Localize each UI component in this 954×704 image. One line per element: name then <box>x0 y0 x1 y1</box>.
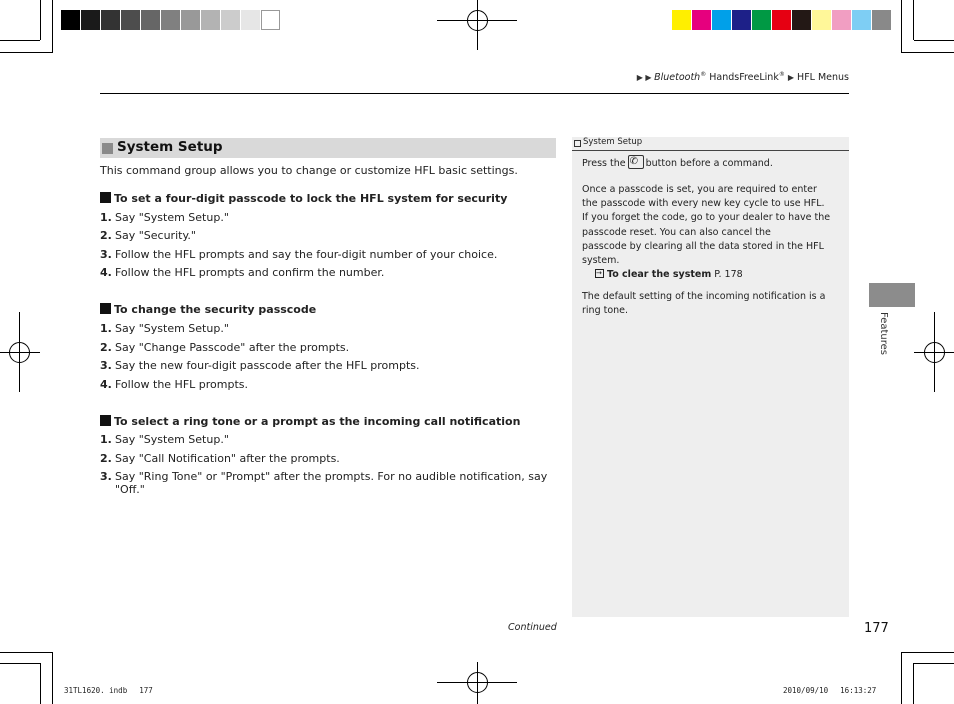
procedure-heading: To change the security passcode <box>100 303 316 316</box>
color-swatch <box>872 10 891 30</box>
sidebar-header <box>572 137 849 151</box>
color-swatch <box>101 10 120 30</box>
procedure-step: 3. Say "Ring Tone" or "Prompt" after the prompts. For no audible notification, say "Off." <box>100 470 548 496</box>
section-title: System Setup <box>117 139 223 155</box>
crop-mark <box>902 652 954 653</box>
sidebar-default-note: The default setting of the incoming notification is a ring tone. <box>582 291 826 317</box>
cross-reference-icon <box>595 269 604 278</box>
color-swatch <box>852 10 871 30</box>
color-swatch <box>692 10 711 30</box>
breadcrumb-hfl-menus: HFL Menus <box>797 72 849 84</box>
color-swatch <box>832 10 851 30</box>
crop-mark <box>914 40 954 41</box>
bullet-square-icon <box>100 303 111 314</box>
color-swatch <box>732 10 751 30</box>
print-footer-date: 2010/09/10 16:13:27 <box>783 686 877 695</box>
breadcrumb-arrow-icon: ▶ <box>787 73 795 83</box>
crop-mark <box>52 0 53 53</box>
breadcrumb-handsfreelink: HandsFreeLink <box>709 72 779 84</box>
procedure-step: 3. Say the new four-digit passcode after the HFL prompts. <box>100 359 420 372</box>
page-number: 177 <box>864 621 889 636</box>
procedure-step: 2. Say "Call Notification" after the prompts. <box>100 452 340 465</box>
crop-mark <box>40 663 41 704</box>
crop-mark <box>902 52 954 53</box>
crop-mark <box>0 52 52 53</box>
crop-mark <box>913 663 914 704</box>
crop-mark <box>913 0 914 40</box>
procedure-step: 3. Follow the HFL prompts and say the four-digit number of your choice. <box>100 248 498 261</box>
color-swatch <box>201 10 220 30</box>
color-swatch <box>772 10 791 30</box>
color-swatch <box>161 10 180 30</box>
procedure-step: 1. Say "System Setup." <box>100 211 229 224</box>
sidebar-passcode-note: Once a passcode is set, you are required to enter the passcode with every new key cycle to use HFL. If you forget the code, go to your dealer to have the passcode reset. You can also cancel the passcode by clearing all the data stored in the HFL system. <box>582 184 831 267</box>
chapter-tab-label: Features <box>878 312 889 355</box>
color-swatch <box>672 10 691 30</box>
sidebar-press-text: Press the✆ button before a command. <box>582 155 844 171</box>
chapter-tab <box>869 283 915 307</box>
procedure-heading: To set a four-digit passcode to lock the HFL system for security <box>100 192 507 205</box>
print-footer-file: 31TL1620. indb 177 <box>64 686 153 695</box>
color-swatch <box>81 10 100 30</box>
crop-mark <box>901 0 902 53</box>
bullet-square-icon <box>100 415 111 426</box>
procedure-heading: To select a ring tone or a prompt as the incoming call notification <box>100 415 520 428</box>
crop-mark <box>901 652 902 704</box>
procedure-step: 1. Say "System Setup." <box>100 322 229 335</box>
procedure-step: 4. Follow the HFL prompts. <box>100 378 249 391</box>
crop-mark <box>0 40 40 41</box>
header-rule <box>100 93 849 94</box>
sidebar-note <box>572 137 849 617</box>
crop-mark <box>0 663 40 664</box>
section-intro: This command group allows you to change or customize HFL basic settings. <box>100 164 518 177</box>
crop-mark <box>0 652 52 653</box>
bullet-square-icon <box>100 192 111 203</box>
crop-mark <box>40 0 41 40</box>
procedure-step: 2. Say "Change Passcode" after the prompts. <box>100 341 350 354</box>
breadcrumb-arrow-icon: ▶ ▶ <box>636 73 655 83</box>
crop-mark <box>914 663 954 664</box>
breadcrumb-bluetooth: Bluetooth <box>654 72 701 84</box>
color-swatch <box>141 10 160 30</box>
crop-mark <box>52 652 53 704</box>
breadcrumb: ▶ ▶ Bluetooth® HandsFreeLink® ▶ HFL Menus <box>636 71 849 84</box>
procedure-step: 4. Follow the HFL prompts and confirm the number. <box>100 266 385 279</box>
procedure-step: 2. Say "Security." <box>100 229 196 242</box>
color-swatch <box>241 10 260 30</box>
continued-label: Continued <box>508 622 557 633</box>
color-swatch <box>261 10 280 30</box>
color-swatch <box>752 10 771 30</box>
color-swatch <box>812 10 831 30</box>
color-swatch <box>121 10 140 30</box>
note-icon <box>574 140 581 147</box>
color-swatch <box>792 10 811 30</box>
talk-button-icon <box>628 155 644 169</box>
color-swatch <box>712 10 731 30</box>
color-swatch <box>181 10 200 30</box>
section-square-icon <box>102 143 113 154</box>
sidebar-title: System Setup <box>583 137 643 147</box>
section-title-bar <box>100 138 556 158</box>
color-swatch <box>61 10 80 30</box>
color-swatch <box>221 10 240 30</box>
sidebar-cross-reference[interactable]: →To clear the system P. 178 <box>595 268 857 282</box>
procedure-step: 1. Say "System Setup." <box>100 433 229 446</box>
